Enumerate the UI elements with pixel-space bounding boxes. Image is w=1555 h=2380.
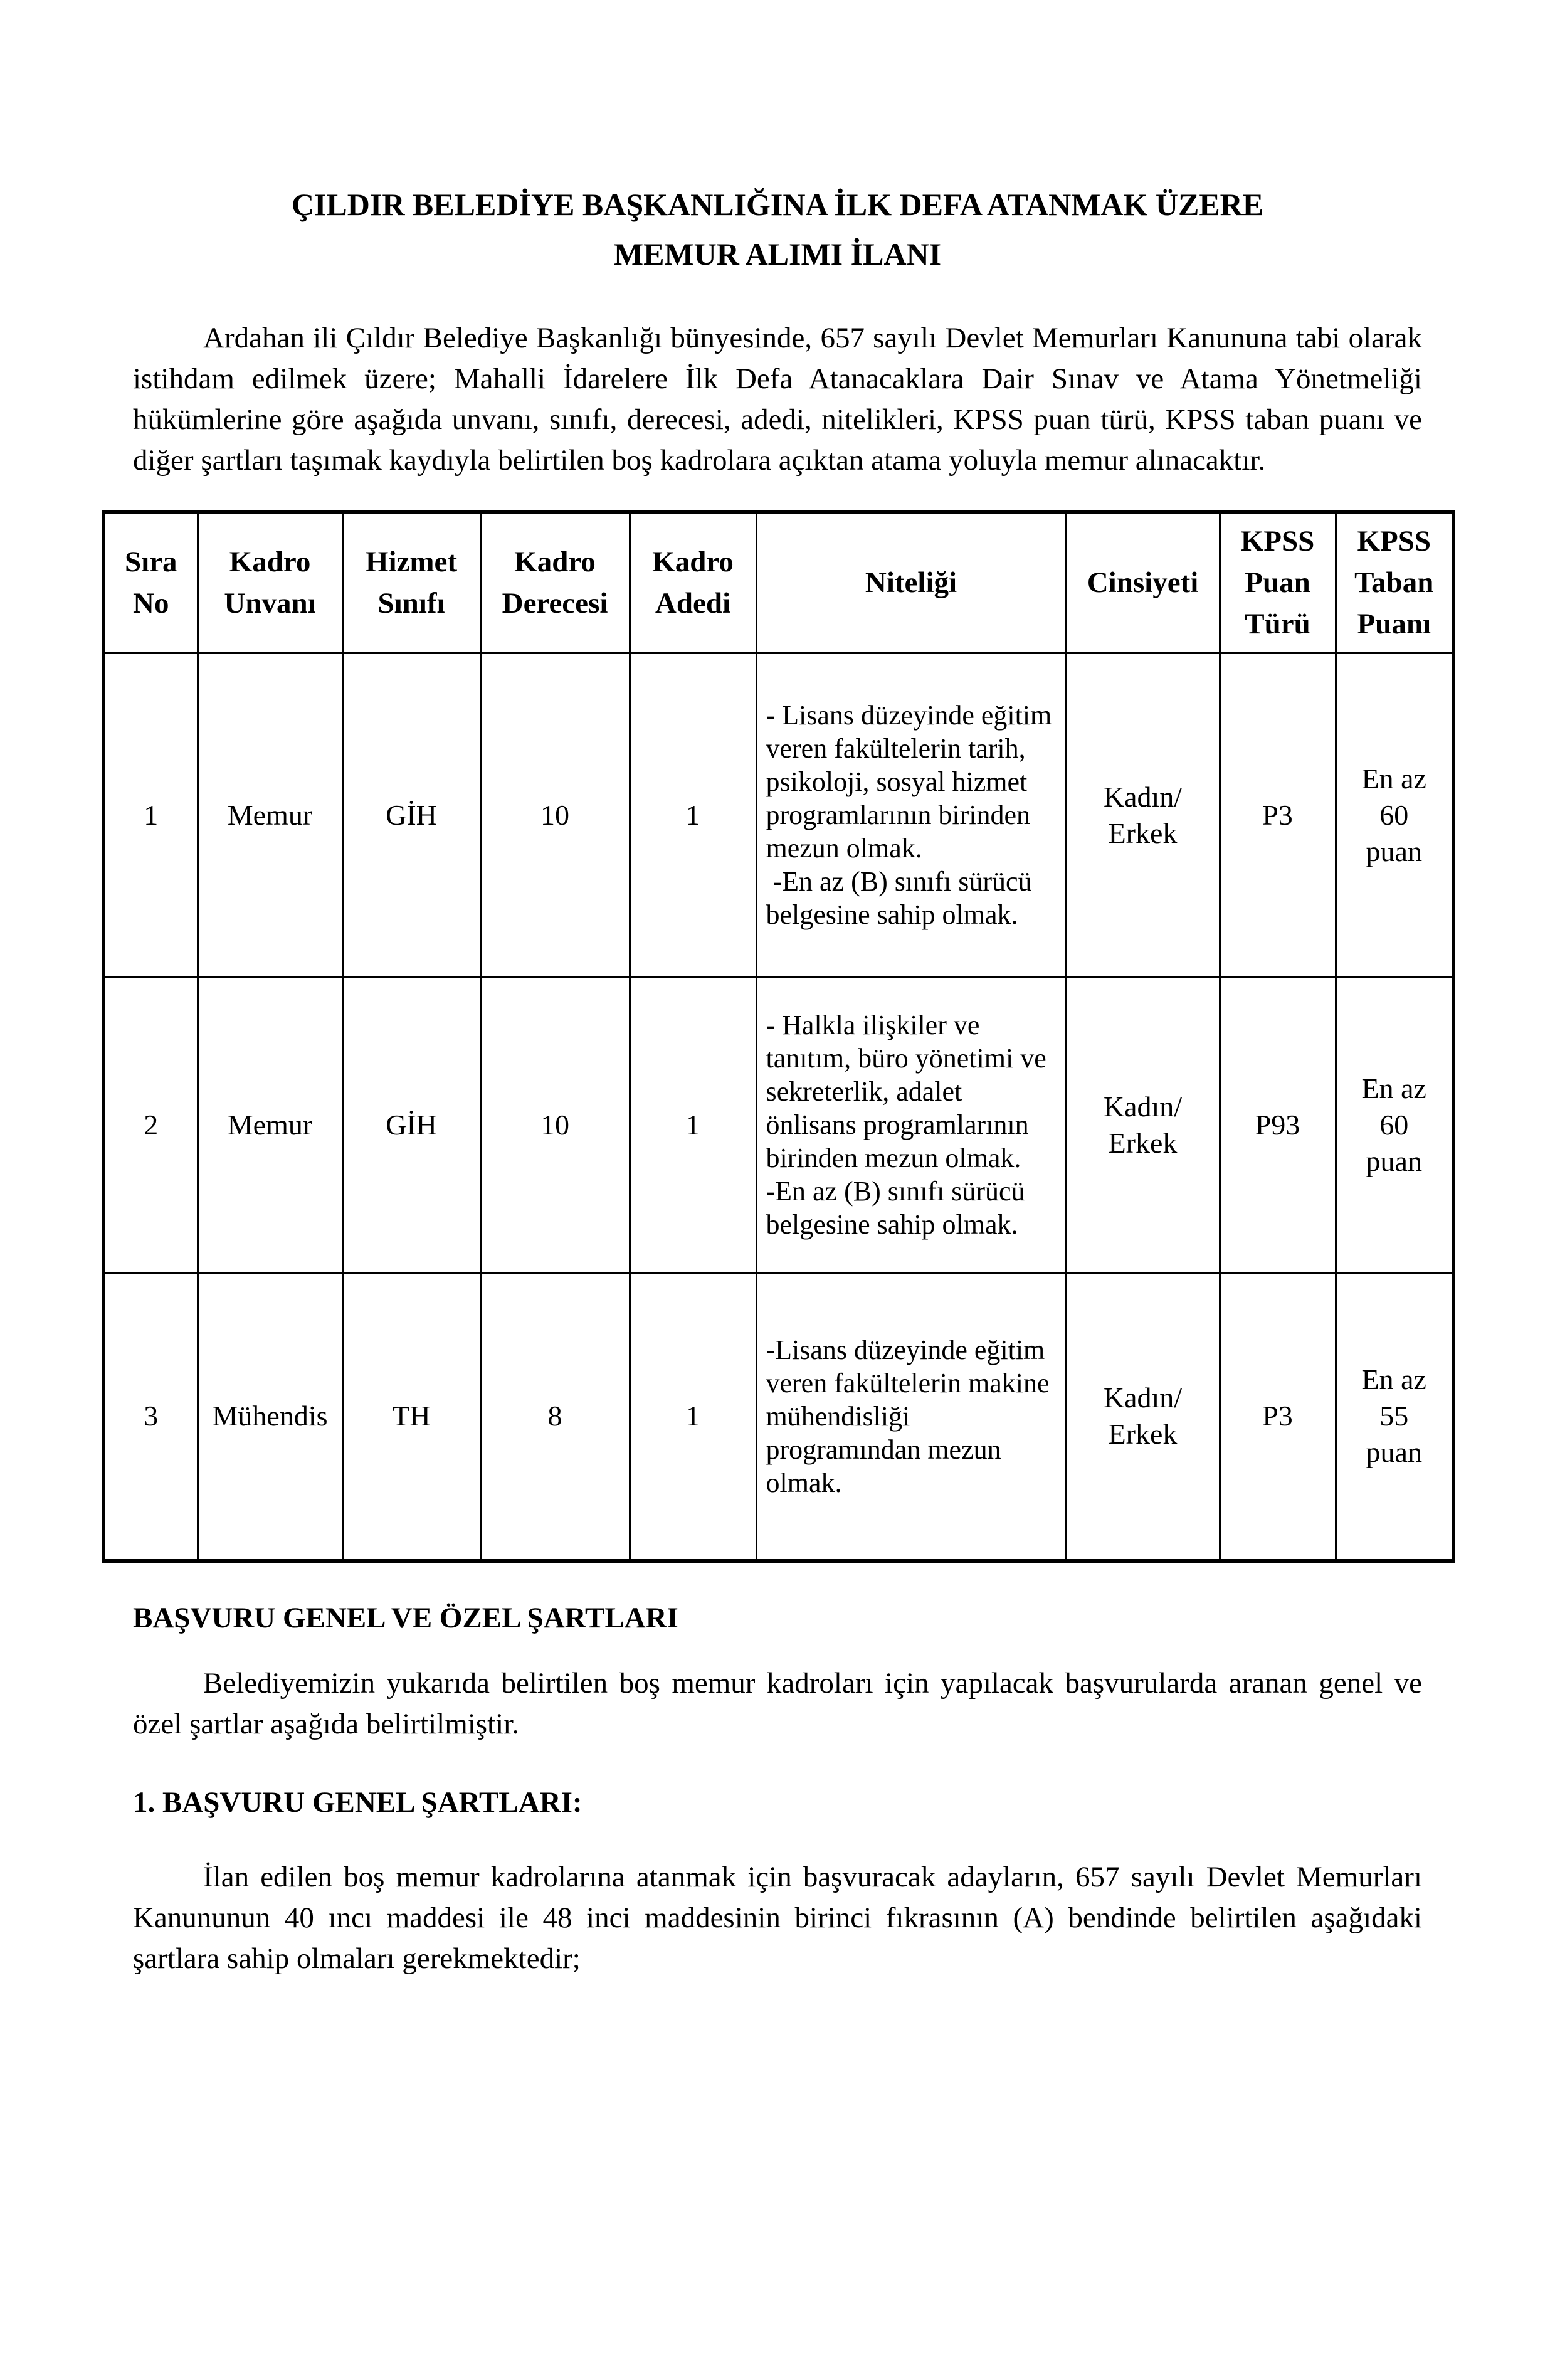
column-header: Kadro Adedi xyxy=(630,512,756,653)
cell-kadro-derecesi: 10 xyxy=(480,977,630,1272)
cell-hizmet-sinifi: GİH xyxy=(342,977,480,1272)
column-header: Cinsiyeti xyxy=(1066,512,1220,653)
page-title xyxy=(138,180,1417,279)
positions-table xyxy=(102,510,1455,1563)
cell-cinsiyeti: Kadın/ Erkek xyxy=(1066,977,1220,1272)
cell-kadro-unvani: Mühendis xyxy=(198,1272,342,1561)
column-header: Hizmet Sınıfı xyxy=(342,512,480,653)
column-header: Kadro Derecesi xyxy=(480,512,630,653)
table-body xyxy=(103,653,1453,1561)
section-heading-basvuru-genel-sartlari: 1. BAŞVURU GENEL ŞARTLARI: xyxy=(133,1786,582,1819)
table-row xyxy=(103,1272,1453,1561)
cell-sira-no: 1 xyxy=(103,653,198,977)
table-header xyxy=(103,512,1453,653)
cell-kpss-puan-turu: P3 xyxy=(1220,653,1336,977)
column-header: Niteliği xyxy=(756,512,1066,653)
intro-paragraph: Ardahan ili Çıldır Belediye Başkanlığı bünyesinde, 657 sayılı Devlet Memurları Kanununa tabi olarak istihdam edilmek üzere; Mahalli İdarelere İlk Defa Atanacaklara Dair Sınav ve Atama Yönetmeliği hükümlerine göre aşağıda unvanı, sınıfı, derecesi, adedi, nitelikleri, KPSS puan türü, KPSS taban puanı ve diğer şartları taşımak kaydıyla belirtilen boş kadrolara açıktan atama yoluyla memur alınacaktır. xyxy=(133,322,1422,477)
cell-kpss-taban-puani: En az 60 puan xyxy=(1336,977,1453,1272)
cell-sira-no: 3 xyxy=(103,1272,198,1561)
column-header: KPSS Taban Puanı xyxy=(1336,512,1453,653)
page-title-line-2: MEMUR ALIMI İLANI xyxy=(613,236,942,272)
cell-kadro-unvani: Memur xyxy=(198,653,342,977)
column-header: Kadro Unvanı xyxy=(198,512,342,653)
cell-niteligi: - Halkla ilişkiler ve tanıtım, büro yönetimi ve sekreterlik, adalet önlisans programlarının birinden mezun olmak. -En az (B) sınıfı sürücü belgesine sahip olmak. xyxy=(756,977,1066,1272)
cell-kadro-adedi: 1 xyxy=(630,1272,756,1561)
column-header: KPSS Puan Türü xyxy=(1220,512,1336,653)
page-title-line-1: ÇILDIR BELEDİYE BAŞKANLIĞINA İLK DEFA ATANMAK ÜZERE xyxy=(291,187,1264,222)
cell-kadro-derecesi: 8 xyxy=(480,1272,630,1561)
cell-niteligi: -Lisans düzeyinde eğitim veren fakültelerin makine mühendisliği programından mezun olmak. xyxy=(756,1272,1066,1561)
cell-sira-no: 2 xyxy=(103,977,198,1272)
cell-kadro-unvani: Memur xyxy=(198,977,342,1272)
section-heading-basvuru-genel-ve-ozel-sartlari: BAŞVURU GENEL VE ÖZEL ŞARTLARI xyxy=(133,1602,678,1634)
cell-cinsiyeti: Kadın/ Erkek xyxy=(1066,1272,1220,1561)
table-row xyxy=(103,653,1453,977)
cell-kadro-adedi: 1 xyxy=(630,653,756,977)
cell-kpss-taban-puani: En az 55 puan xyxy=(1336,1272,1453,1561)
cell-kadro-derecesi: 10 xyxy=(480,653,630,977)
cell-cinsiyeti: Kadın/ Erkek xyxy=(1066,653,1220,977)
general-conditions-paragraph: İlan edilen boş memur kadrolarına atanmak için başvuracak adayların, 657 sayılı Devlet Memurları Kanununun 40 ıncı maddesi ile 48 inci maddesinin birinci fıkrasının (A) bendinde belirtilen aşağıdaki şartlara sahip olmaları gerekmektedir; xyxy=(133,1861,1422,1975)
table-header-row xyxy=(103,512,1453,653)
cell-kpss-puan-turu: P93 xyxy=(1220,977,1336,1272)
cell-niteligi: - Lisans düzeyinde eğitim veren fakültelerin tarih, psikoloji, sosyal hizmet programlarının birinden mezun olmak. -En az (B) sınıfı sürücü belgesine sahip olmak. xyxy=(756,653,1066,977)
table-row xyxy=(103,977,1453,1272)
conditions-paragraph: Belediyemizin yukarıda belirtilen boş memur kadroları için yapılacak başvurularda aranan genel ve özel şartlar aşağıda belirtilmiştir. xyxy=(133,1667,1422,1740)
cell-hizmet-sinifi: TH xyxy=(342,1272,480,1561)
document-page xyxy=(0,180,1555,2380)
cell-kpss-puan-turu: P3 xyxy=(1220,1272,1336,1561)
column-header: Sıra No xyxy=(103,512,198,653)
cell-hizmet-sinifi: GİH xyxy=(342,653,480,977)
cell-kadro-adedi: 1 xyxy=(630,977,756,1272)
cell-kpss-taban-puani: En az 60 puan xyxy=(1336,653,1453,977)
